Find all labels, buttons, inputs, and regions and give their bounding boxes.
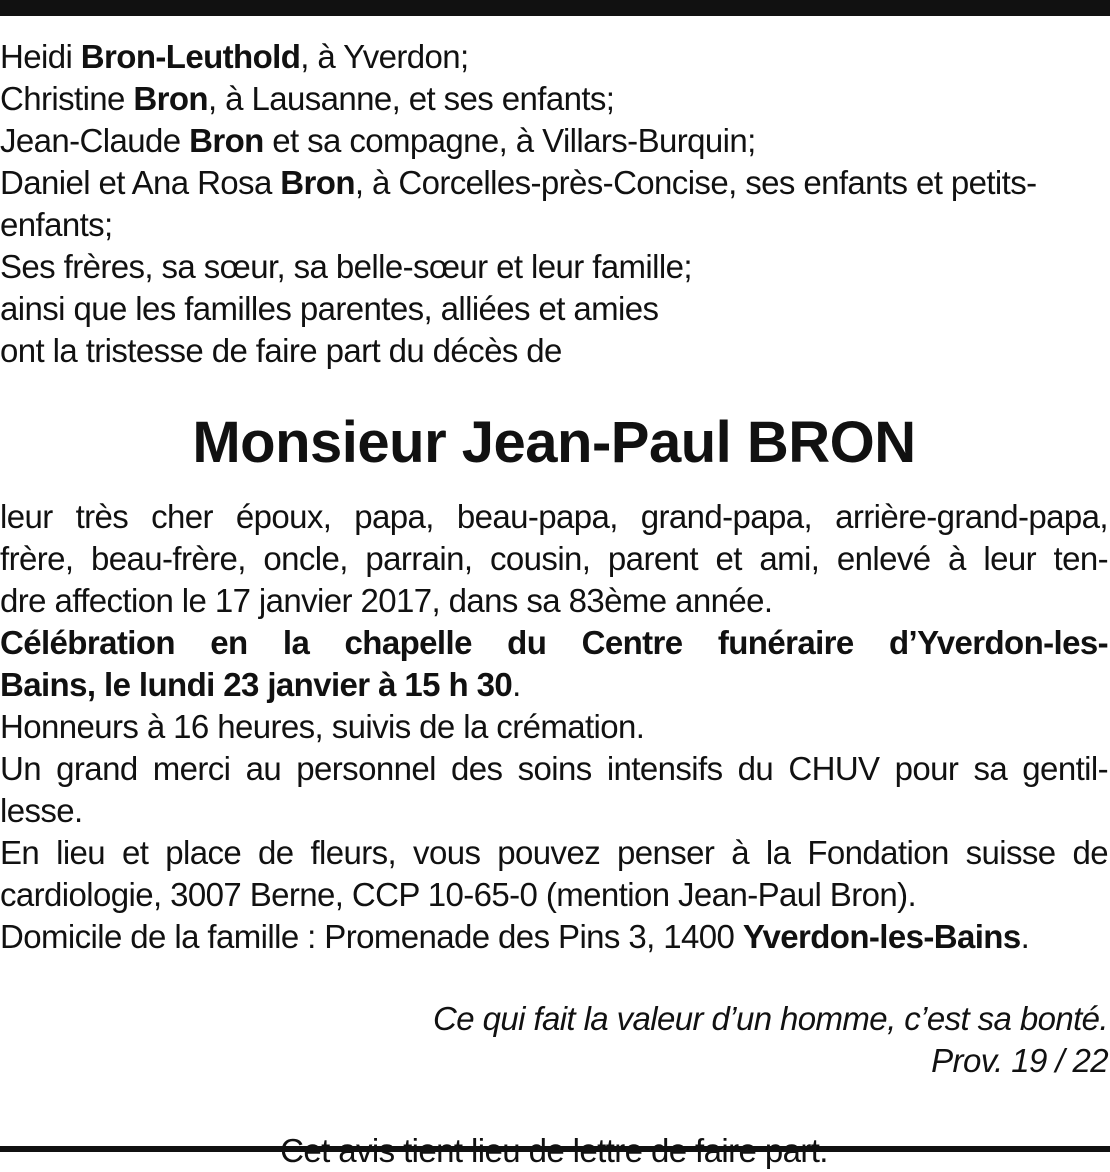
quote-text: Ce qui fait la valeur d’un homme, c’est sa bonté. — [433, 1000, 1108, 1037]
celebration-info — [0, 622, 1108, 706]
quote-reference: Prov. 19 / 22 — [931, 1042, 1108, 1079]
family-text: , à Yverdon; — [300, 38, 469, 75]
family-text: ont la tristesse de faire part du décès de — [0, 332, 562, 369]
celebration-text: Bains, le lundi 23 janvier à 15 h 30 — [0, 666, 513, 703]
family-line — [0, 36, 1108, 78]
family-surname: Bron — [133, 80, 208, 117]
celebration-line — [0, 664, 1108, 706]
top-rule — [0, 0, 1110, 16]
donation-line: cardiologie, 3007 Berne, CCP 10-65-0 (mention Jean-Paul Bron). — [0, 876, 917, 913]
family-line — [0, 330, 1108, 372]
family-surname: Bron — [189, 122, 264, 159]
bottom-rule — [0, 1146, 1110, 1152]
family-text: Heidi — [0, 38, 81, 75]
donation-text — [0, 832, 1108, 916]
family-line — [0, 78, 1108, 120]
family-text: Daniel et Ana Rosa — [0, 164, 281, 201]
family-line — [0, 204, 1108, 246]
family-list — [0, 36, 1108, 372]
celebration-text: Célébration en la chapelle du Centre funéraire d’Yverdon-les- — [0, 624, 1108, 661]
deceased-name: Monsieur Jean-Paul BRON — [192, 410, 916, 475]
family-text: , à Lausanne, et ses enfants; — [207, 80, 615, 117]
domicile-text: Domicile de la famille : Promenade des Pins 3, 1400 — [0, 918, 743, 955]
family-surname: Bron — [280, 164, 355, 201]
family-text: Christine — [0, 80, 134, 117]
domicile-punct: . — [1020, 918, 1030, 955]
family-text: ainsi que les familles parentes, alliées et amies — [0, 290, 659, 327]
donation-line: En lieu et place de fleurs, vous pouvez penser à la Fondation suisse de — [0, 834, 1108, 871]
proverb-quote — [0, 998, 1108, 1082]
description-line: leur très cher époux, papa, beau-papa, grand-papa, arrière-grand-papa, — [0, 498, 1108, 535]
family-surname: Bron-Leuthold — [80, 38, 301, 75]
family-text: et sa compagne, à Villars-Burquin; — [263, 122, 756, 159]
obituary-notice — [0, 36, 1108, 1172]
domicile-line — [0, 916, 1108, 958]
family-text: Jean-Claude — [0, 122, 190, 159]
family-line — [0, 162, 1108, 204]
description-line: dre affection le 17 janvier 2017, dans sa 83ème année. — [0, 582, 773, 619]
celebration-punct: . — [512, 666, 521, 703]
family-line — [0, 288, 1108, 330]
family-line — [0, 120, 1108, 162]
celebration-line — [0, 622, 1108, 664]
family-text: enfants; — [0, 206, 113, 243]
description-line: frère, beau-frère, oncle, parrain, cousin, parent et ami, enlevé à leur ten- — [0, 540, 1108, 577]
thanks-text — [0, 748, 1108, 832]
family-line — [0, 246, 1108, 288]
thanks-line: lesse. — [0, 792, 83, 829]
honneurs-text: Honneurs à 16 heures, suivis de la crémation. — [0, 708, 645, 745]
family-text: Ses frères, sa sœur, sa belle-sœur et leur famille; — [0, 248, 692, 285]
description — [0, 496, 1108, 622]
thanks-line: Un grand merci au personnel des soins intensifs du CHUV pour sa gentil- — [0, 750, 1108, 787]
family-text: , à Corcelles-près-Concise, ses enfants et petits- — [354, 164, 1037, 201]
domicile-city: Yverdon-les-Bains — [742, 918, 1021, 955]
